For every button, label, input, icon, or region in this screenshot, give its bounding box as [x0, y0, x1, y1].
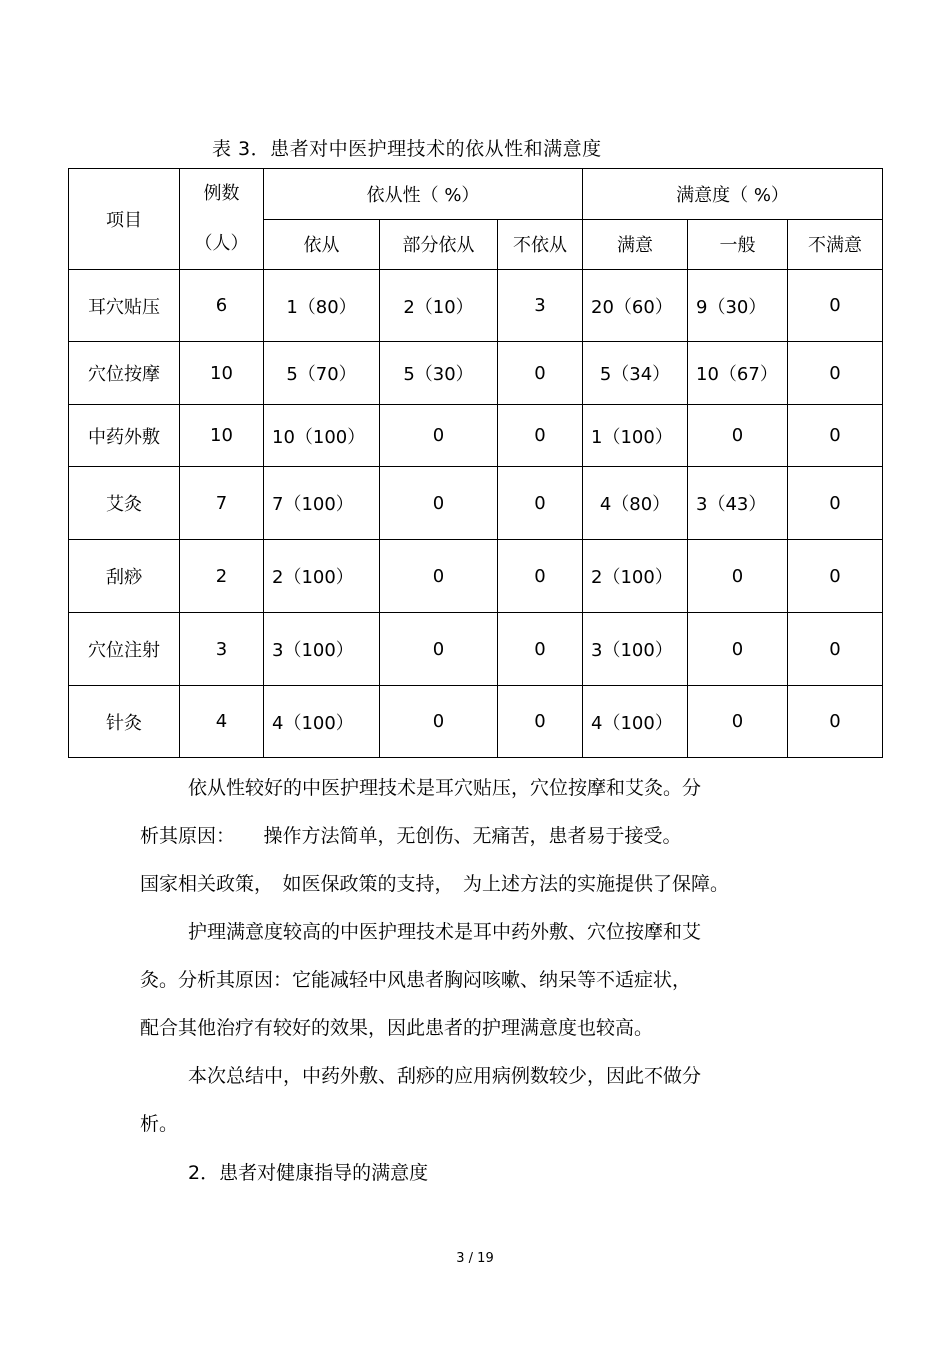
- paragraph-line: 析其原因： 操作方法简单，无创伤、无痛苦，患者易于接受。: [140, 825, 682, 847]
- compliance-satisfaction-table: [68, 168, 883, 758]
- paragraph-line: 依从性较好的中医护理技术是耳穴贴压，穴位按摩和艾灸。分: [188, 777, 702, 799]
- table-cell: 针灸: [69, 686, 180, 758]
- header-cases: [180, 169, 264, 270]
- table-cell: 0: [498, 613, 583, 686]
- table-cell: 3: [180, 613, 264, 686]
- table-cell: 0: [788, 342, 883, 405]
- table-cell: 10: [180, 342, 264, 405]
- table-cell: 3（43）: [688, 467, 788, 540]
- table-cell: 7: [180, 467, 264, 540]
- table-cell: 9（30）: [688, 270, 788, 342]
- table-cell: 5（34）: [583, 342, 688, 405]
- table-row: [69, 613, 883, 686]
- section-heading: 2．患者对健康指导的满意度: [188, 1162, 429, 1184]
- table-cell: 0: [380, 686, 498, 758]
- header-item: 项目: [69, 169, 180, 270]
- table-cell: 6: [180, 270, 264, 342]
- table-row: [69, 686, 883, 758]
- table-cell: 0: [688, 405, 788, 467]
- table-cell: 3: [498, 270, 583, 342]
- table-row: [69, 467, 883, 540]
- header-satisfied: 满意: [583, 219, 688, 270]
- paragraph-line: 国家相关政策， 如医保政策的支持， 为上述方法的实施提供了保障。: [140, 873, 730, 895]
- header-dissatisfied: 不满意: [788, 219, 883, 270]
- header-compliance-group: 依从性（ %）: [264, 169, 583, 220]
- table-cell: 2（10）: [380, 270, 498, 342]
- header-comply: 依从: [264, 219, 380, 270]
- table-cell: 0: [788, 405, 883, 467]
- table-cell: 0: [498, 342, 583, 405]
- table-cell: 穴位注射: [69, 613, 180, 686]
- table-cell: 4（100）: [583, 686, 688, 758]
- table-cell: 0: [788, 686, 883, 758]
- table-cell: 耳穴贴压: [69, 270, 180, 342]
- table-cell: 0: [380, 467, 498, 540]
- table-cell: 0: [788, 270, 883, 342]
- table-cell: 2（100）: [264, 540, 380, 613]
- paragraph-line: 析。: [140, 1113, 179, 1135]
- table-cell: 7（100）: [264, 467, 380, 540]
- table-cell: 1（80）: [264, 270, 380, 342]
- table-row: [69, 342, 883, 405]
- table-cell: 4（80）: [583, 467, 688, 540]
- table-cell: 2: [180, 540, 264, 613]
- table-cell: 10（67）: [688, 342, 788, 405]
- table-cell: 0: [498, 405, 583, 467]
- table-cell: 中药外敷: [69, 405, 180, 467]
- table-cell: 0: [788, 540, 883, 613]
- paragraph-line: 配合其他治疗有较好的效果，因此患者的护理满意度也较高。: [140, 1017, 654, 1039]
- paragraph-line: 本次总结中，中药外敷、刮痧的应用病例数较少，因此不做分: [188, 1065, 702, 1087]
- table-cell: 1（100）: [583, 405, 688, 467]
- table-row: [69, 405, 883, 467]
- table-row: [69, 540, 883, 613]
- table-cell: 10（100）: [264, 405, 380, 467]
- header-partial-comply: 部分依从: [380, 219, 498, 270]
- table-caption: 表 3．患者对中医护理技术的依从性和满意度: [212, 138, 602, 160]
- table-cell: 0: [380, 540, 498, 613]
- page-number: 3 / 19: [456, 1251, 494, 1266]
- table-cell: 0: [688, 540, 788, 613]
- table-cell: 20（60）: [583, 270, 688, 342]
- table-cell: 5（30）: [380, 342, 498, 405]
- table-header-row-1: [69, 169, 883, 220]
- table-cell: 刮痧: [69, 540, 180, 613]
- table-row: [69, 270, 883, 342]
- table-cell: 0: [688, 686, 788, 758]
- table-cell: 0: [788, 467, 883, 540]
- header-neutral: 一般: [688, 219, 788, 270]
- header-cases-line1: 例数: [203, 183, 240, 204]
- table-cell: 0: [688, 613, 788, 686]
- header-non-comply: 不依从: [498, 219, 583, 270]
- table-cell: 10: [180, 405, 264, 467]
- table-cell: 3（100）: [264, 613, 380, 686]
- table-cell: 5（70）: [264, 342, 380, 405]
- table-cell: 4: [180, 686, 264, 758]
- paragraph-line: 护理满意度较高的中医护理技术是耳中药外敷、穴位按摩和艾: [188, 921, 702, 943]
- table-cell: 穴位按摩: [69, 342, 180, 405]
- header-cases-line2: （人）: [194, 233, 249, 254]
- table-cell: 0: [380, 613, 498, 686]
- table-cell: 0: [498, 540, 583, 613]
- table-cell: 艾灸: [69, 467, 180, 540]
- table-cell: 0: [498, 467, 583, 540]
- table-cell: 4（100）: [264, 686, 380, 758]
- table-cell: 0: [498, 686, 583, 758]
- table-cell: 2（100）: [583, 540, 688, 613]
- table-cell: 0: [380, 405, 498, 467]
- paragraph-line: 灸。分析其原因：它能减轻中风患者胸闷咳嗽、纳呆等不适症状，: [140, 969, 692, 991]
- table-cell: 0: [788, 613, 883, 686]
- header-satisfaction-group: 满意度（ %）: [583, 169, 883, 220]
- table-cell: 3（100）: [583, 613, 688, 686]
